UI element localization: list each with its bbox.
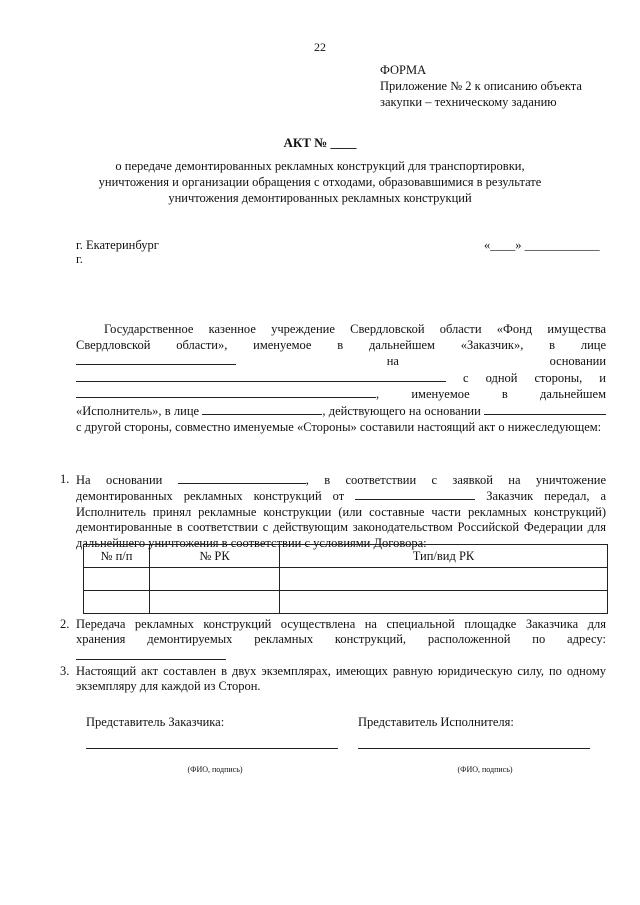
table-row (84, 568, 608, 591)
item-3: Настоящий акт составлен в двух экземплярах, имеющих равную юридическую силу, по одному экземпляру для каждой из Сторон. (76, 664, 606, 694)
address-blank[interactable] (76, 648, 226, 660)
act-subtitle: о передаче демонтированных рекламных конструкций для транспортировки, уничтожения и организации обращения с отходами, образовавшимися в результате уничтожения демонтированных рекламных конструкций (98, 159, 542, 205)
executor-name-blank[interactable] (76, 386, 376, 398)
table-cell[interactable] (280, 591, 608, 614)
request-date-blank[interactable] (355, 488, 475, 500)
item-2-text: Передача рекламных конструкций осуществлена на специальной площадке Заказчика для хранения демонтируемых рекламных конструкций, расположенной по адресу: (76, 617, 606, 647)
intro-text-3: с одной стороны, и (463, 370, 606, 385)
item-1-text-3: Заказчик передал, а Исполнитель принял рекламные конструкции (или составные части рекламных конструкций) демонтированные в соответствии с действующим законодательством Российской Федерации для дальнейшего уничтожения в соответствии с условиями Договора: (76, 489, 607, 550)
act-date-field[interactable]: «____» ____________ (484, 238, 600, 252)
form-header (380, 62, 620, 110)
item-number: 1. (60, 472, 70, 486)
customer-signature-caption: (ФИО, подпись) (187, 765, 243, 774)
table-header-row (84, 545, 608, 568)
intro-text-6: с другой стороны, совместно именуемые «Стороны» составили настоящий акт о нижеследующем: (76, 419, 602, 434)
table-cell[interactable] (150, 568, 280, 591)
table-cell[interactable] (150, 591, 280, 614)
act-title: АКТ № ____ (283, 135, 357, 150)
executor-representative-blank[interactable] (202, 403, 322, 415)
rk-table (83, 544, 608, 614)
table-header: Тип/вид РК (280, 545, 608, 568)
customer-signature-line[interactable] (86, 748, 338, 749)
table-cell[interactable] (84, 591, 150, 614)
basis-blank[interactable] (178, 472, 306, 484)
page-number: 22 (314, 40, 326, 54)
executor-signature-label: Представитель Исполнителя: (358, 715, 514, 729)
city-suffix: г. (76, 252, 83, 266)
table-header: № п/п (84, 545, 150, 568)
item-2 (76, 617, 606, 664)
item-1 (76, 472, 606, 551)
table-header: № РК (150, 545, 280, 568)
intro-text-2: на основании (386, 354, 607, 369)
intro-text-5: , действующего на основании (322, 403, 481, 418)
customer-representative-blank[interactable] (76, 353, 236, 365)
intro-paragraph (76, 322, 606, 435)
item-number: 3. (60, 664, 70, 678)
item-1-text-2: , в соответствии с заявкой на уничтожение демонтированных рекламных конструкций от (76, 473, 607, 504)
item-number: 2. (60, 617, 70, 631)
executor-signature-line[interactable] (358, 748, 590, 749)
intro-text-1: Государственное казенное учреждение Свердловской области «Фонд имущества Свердловской области», именуемое в дальнейшем «Заказчик», в лице (76, 322, 606, 352)
customer-signature-label: Представитель Заказчика: (86, 715, 225, 729)
executor-signature-caption: (ФИО, подпись) (457, 765, 513, 774)
appendix-label: Приложение № 2 к описанию объекта (380, 79, 582, 93)
appendix-label-2: закупки – техническому заданию (380, 95, 557, 109)
executor-basis-blank[interactable] (484, 403, 606, 415)
intro-text-4: , именуемое в дальнейшем «Исполнитель», в лице (76, 387, 606, 418)
city: г. Екатеринбург (76, 238, 159, 252)
table-cell[interactable] (84, 568, 150, 591)
form-label: ФОРМА (380, 63, 427, 77)
item-1-text-1: На основании (76, 473, 163, 487)
table-cell[interactable] (280, 568, 608, 591)
customer-basis-blank[interactable] (76, 370, 446, 382)
table-row (84, 591, 608, 614)
